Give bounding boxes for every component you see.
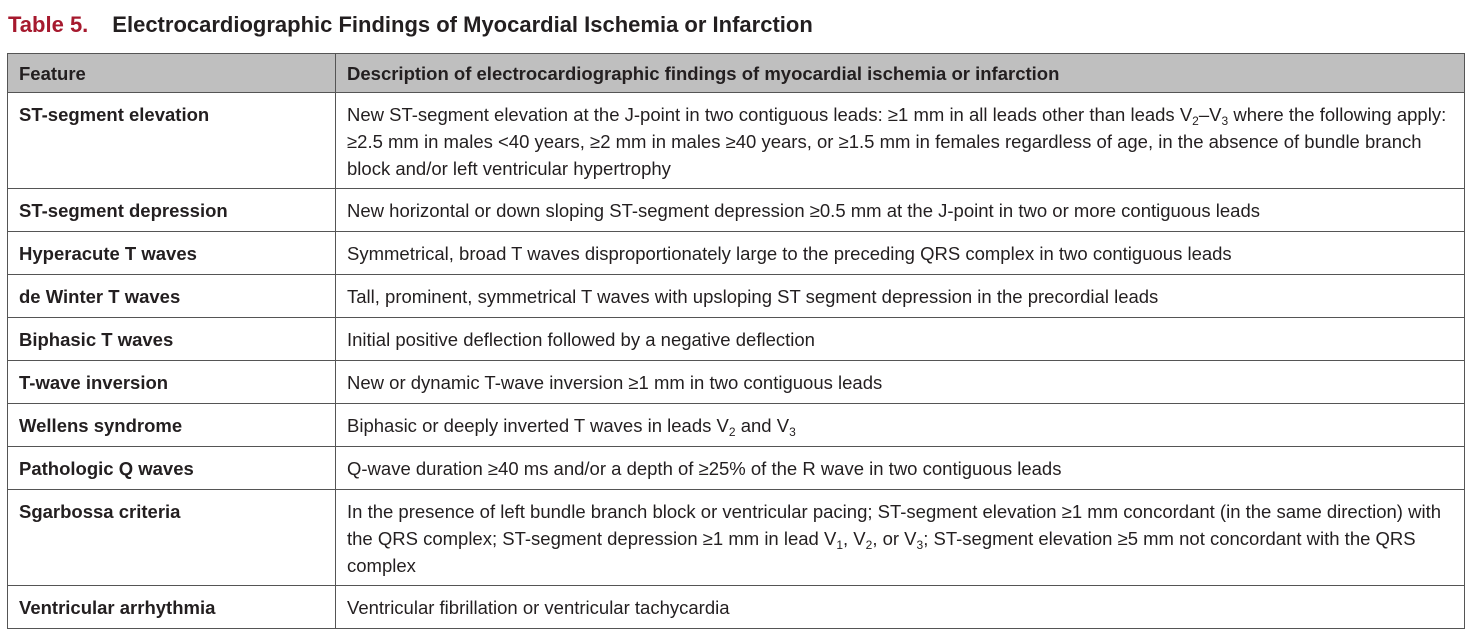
- feature-cell: Wellens syndrome: [8, 404, 336, 447]
- feature-cell: Ventricular arrhythmia: [8, 586, 336, 629]
- feature-cell: Sgarbossa criteria: [8, 490, 336, 586]
- table-row: [8, 361, 1465, 404]
- feature-cell: Hyperacute T waves: [8, 232, 336, 275]
- feature-cell: ST-segment depression: [8, 189, 336, 232]
- description-cell: Ventricular fibrillation or ventricular tachycardia: [336, 586, 1465, 629]
- feature-cell: T-wave inversion: [8, 361, 336, 404]
- table-row: [8, 275, 1465, 318]
- table-number: Table 5.: [8, 12, 89, 37]
- table-caption: [8, 8, 813, 42]
- feature-cell: de Winter T waves: [8, 275, 336, 318]
- table-row: [8, 189, 1465, 232]
- table-row: [8, 93, 1465, 189]
- description-cell: New ST-segment elevation at the J-point in two contiguous leads: ≥1 mm in all leads other than leads $V_2-V_3$ where the following apply: ≥2.5 mm in males <40 years, ≥2 mm in males ≥40 years, or ≥1.5 mm in females regardless of age, in the absence of bundle branch block and/or left ventricular hypertrophy: [336, 93, 1465, 189]
- column-header-feature: Feature: [8, 54, 336, 93]
- description-cell: Initial positive deflection followed by a negative deflection: [336, 318, 1465, 361]
- table-row: [8, 447, 1465, 490]
- description-cell: Biphasic or deeply inverted T waves in leads $V_2$ and $V_3$: [336, 404, 1465, 447]
- description-cell: In the presence of left bundle branch block or ventricular pacing; ST-segment elevation ≥1 mm concordant (in the same direction) with the QRS complex; ST-segment depression ≥1 mm in lead $V_1$, $V_2$, or $V_3$; ST-segment elevation ≥5 mm not concordant with the QRS complex: [336, 490, 1465, 586]
- description-cell: New horizontal or down sloping ST-segment depression ≥0.5 mm at the J-point in two or more contiguous leads: [336, 189, 1465, 232]
- ecg-findings-table: [7, 53, 1465, 629]
- table-row: [8, 586, 1465, 629]
- column-header-description: Description of electrocardiographic findings of myocardial ischemia or infarction: [336, 54, 1465, 93]
- feature-cell: ST-segment elevation: [8, 93, 336, 189]
- table-row: [8, 490, 1465, 586]
- table-row: [8, 318, 1465, 361]
- description-cell: Symmetrical, broad T waves disproportionately large to the preceding QRS complex in two contiguous leads: [336, 232, 1465, 275]
- feature-cell: Biphasic T waves: [8, 318, 336, 361]
- description-cell: Q-wave duration ≥40 ms and/or a depth of ≥25% of the R wave in two contiguous leads: [336, 447, 1465, 490]
- table-row: [8, 232, 1465, 275]
- table-header-row: [8, 54, 1465, 93]
- feature-cell: Pathologic Q waves: [8, 447, 336, 490]
- description-cell: New or dynamic T-wave inversion ≥1 mm in two contiguous leads: [336, 361, 1465, 404]
- description-cell: Tall, prominent, symmetrical T waves with upsloping ST segment depression in the precordial leads: [336, 275, 1465, 318]
- table-title: Electrocardiographic Findings of Myocardial Ischemia or Infarction: [112, 12, 813, 37]
- table-row: [8, 404, 1465, 447]
